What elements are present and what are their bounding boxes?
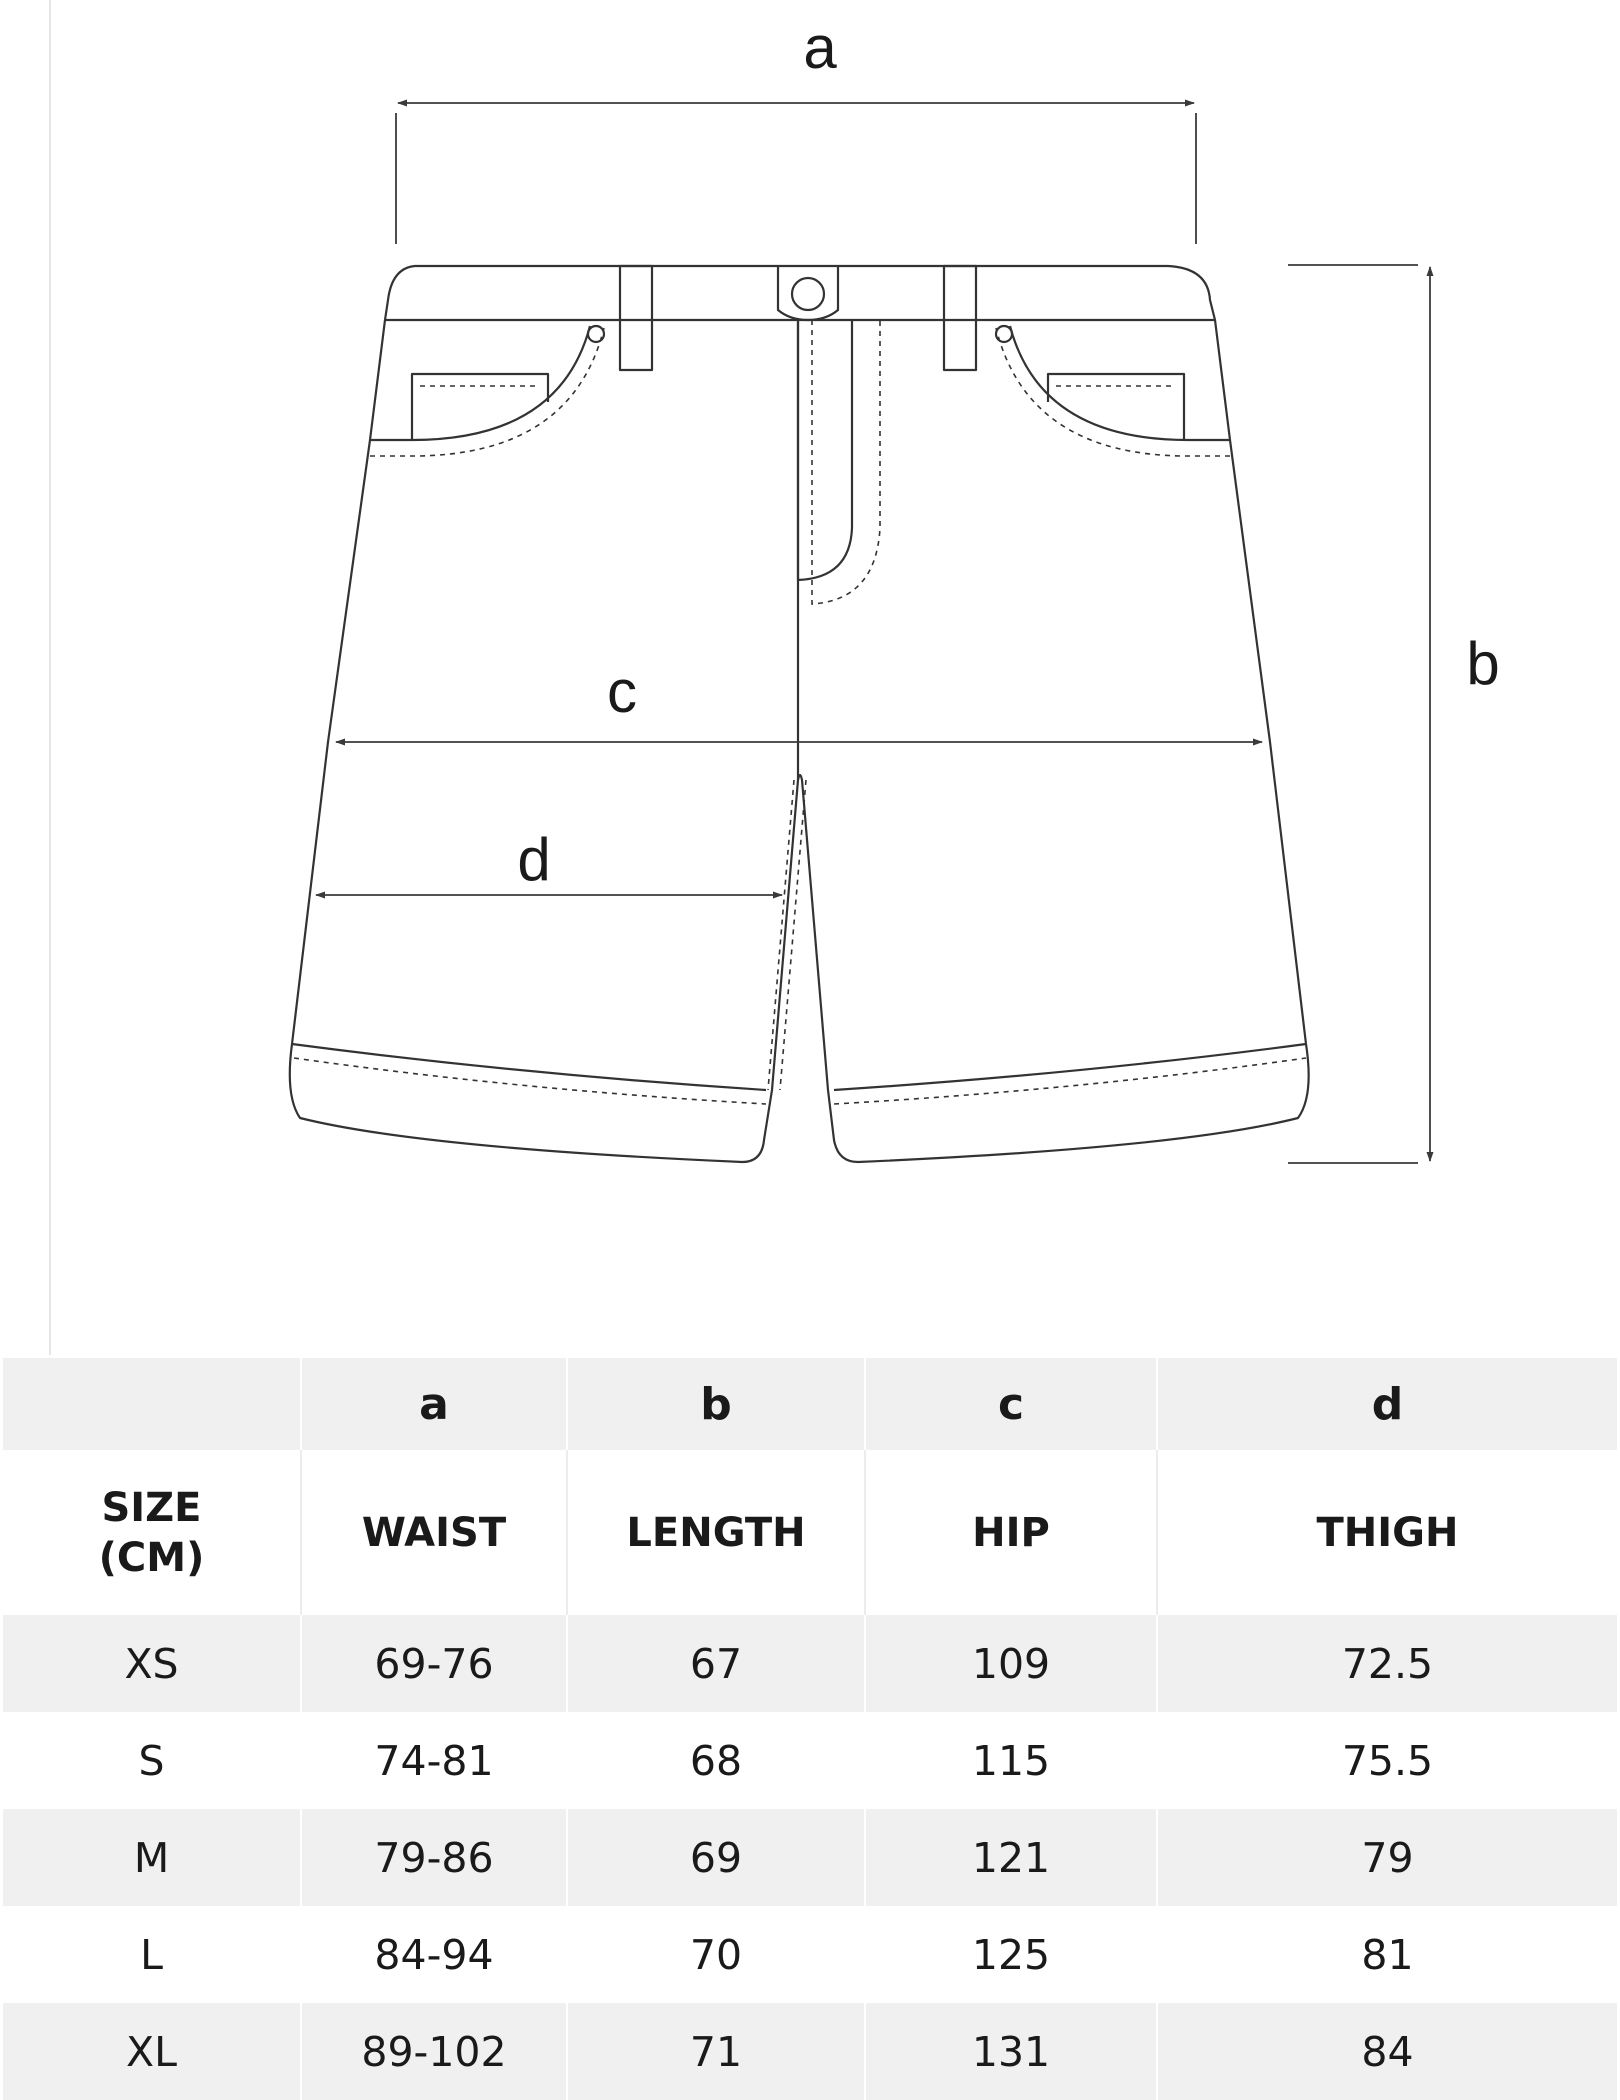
waist-cell: 84-94: [301, 1906, 567, 2003]
table-row: [3, 1712, 1617, 1809]
dimension-labels: [517, 14, 1499, 893]
dimension-d-label: d: [517, 826, 551, 893]
hip-cell: 131: [865, 2003, 1157, 2100]
letter-cell: [3, 1358, 301, 1450]
length-cell: 70: [567, 1906, 865, 2003]
size-cell: L: [3, 1906, 301, 2003]
header-size: SIZE (CM): [3, 1450, 301, 1615]
hip-cell: 109: [865, 1615, 1157, 1712]
letter-cell: a: [301, 1358, 567, 1450]
length-cell: 71: [567, 2003, 865, 2100]
table-row: [3, 1809, 1617, 1906]
header-thigh: THIGH: [1157, 1450, 1617, 1615]
dimension-c-label: c: [607, 658, 637, 725]
table-row: [3, 2003, 1617, 2100]
hip-cell: 115: [865, 1712, 1157, 1809]
letter-cell: d: [1157, 1358, 1617, 1450]
size-cell: M: [3, 1809, 301, 1906]
table-row: [3, 1615, 1617, 1712]
dimension-b-label: b: [1466, 630, 1500, 697]
header-waist: WAIST: [301, 1450, 567, 1615]
thigh-cell: 72.5: [1157, 1615, 1617, 1712]
size-cell: XS: [3, 1615, 301, 1712]
table-letter-row: [3, 1358, 1617, 1450]
letter-cell: b: [567, 1358, 865, 1450]
hip-cell: 125: [865, 1906, 1157, 2003]
size-table: [3, 1358, 1617, 2100]
dimension-a-label: a: [803, 14, 837, 81]
thigh-cell: 81: [1157, 1906, 1617, 2003]
header-length: LENGTH: [567, 1450, 865, 1615]
shorts-outline: [290, 266, 1309, 1162]
waist-cell: 69-76: [301, 1615, 567, 1712]
header-hip: HIP: [865, 1450, 1157, 1615]
table-header-row: [3, 1450, 1617, 1615]
thigh-cell: 84: [1157, 2003, 1617, 2100]
size-cell: S: [3, 1712, 301, 1809]
hip-cell: 121: [865, 1809, 1157, 1906]
thigh-cell: 75.5: [1157, 1712, 1617, 1809]
waist-cell: 89-102: [301, 2003, 567, 2100]
thigh-cell: 79: [1157, 1809, 1617, 1906]
dimension-lines: [316, 103, 1430, 1163]
table-row: [3, 1906, 1617, 2003]
waist-cell: 79-86: [301, 1809, 567, 1906]
length-cell: 67: [567, 1615, 865, 1712]
size-cell: XL: [3, 2003, 301, 2100]
waist-cell: 74-81: [301, 1712, 567, 1809]
length-cell: 69: [567, 1809, 865, 1906]
length-cell: 68: [567, 1712, 865, 1809]
letter-cell: c: [865, 1358, 1157, 1450]
